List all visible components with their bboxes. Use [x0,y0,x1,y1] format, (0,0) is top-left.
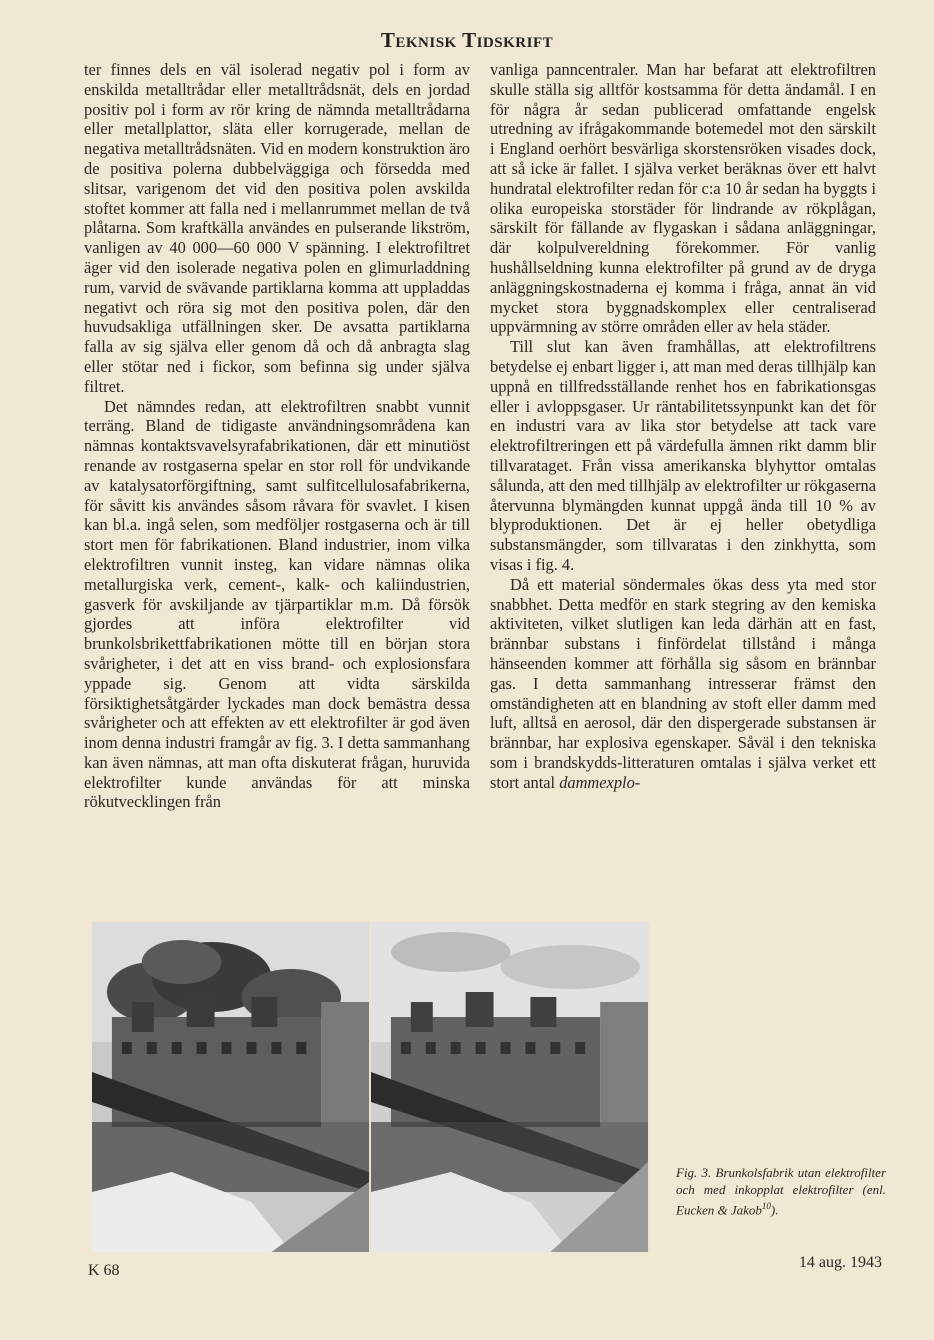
right-paragraph-3 [490,575,876,793]
left-paragraph-2: Det nämndes redan, att elektrofiltren snabbt vunnit terräng. Bland de tidigaste användningsområdena kan nämnas kontaktsvavelsyrafabrikationen, där ett minutiöst renande av rostgaserna spelar en stor roll för undvikande av katalysatorförgiftning, samt sulfitcellulosafabrikerna, för såvitt kis användes såsom råvara för svavlet. I kisen kan bl.a. ingå selen, som medföljer rostgaserna och är till stort men för fabrikationen. Bland industrier, inom vilka elektrofiltren vunnit insteg, kan vidare nämnas olika metallurgiska verk, cement-, kalk- och kaliindustrien, gasverk för avskiljande av tjärpartiklar m.m. Då försök gjordes att införa elektrofilter vid brunkolsbrikettfabrikationen mötte till en början stora svårigheter, i det att en viss brand- och explosionsfara yppade sig. Genom att vidta särskilda försiktighetsåtgärder lyckades man dock bemästra dessa svårigheter och att effekten av ett elektrofilter är god även inom denna industri framgår av fig. 3. I detta sammanhang kan även nämnas, att man ofta diskuterat frågan, huruvida elektrofilter kunde användas för att minska rökutvecklingen från [84,396,470,812]
caption-text: Fig. 3. Brunkolsfabrik utan elektrofilter och med inkopplat elektrofilter (enl. Eucken & Jakob [676,1165,886,1218]
left-paragraph-1: ter finnes dels en väl isolerad negativ pol i form av enskilda metalltrådar eller metalltrådsnät, dels en jordad positiv pol i form av rör kring de nämnda metalltrådarna eller metallplattor, släta eller korrugerade, mellan de negativa metalltrådsnäten. Vid en modern konstruktion äro de positiva polerna dubbelväggiga och försedda med slitsar, varigenom det vid den positiva polen avskilda stoftet kommer att falla ned i mellanrummet mellan de två plåtarna. Som kraftkälla användes en pulserande likström, vanligen av 40 000—60 000 V spänning. I elektrofiltret äger vid den isolerade negativa polen en glimurladdning rum, varvid de svävande partiklarna komma att uppladdas negativt och röra sig mot den positiva polen, där den huvudsakliga utfällningen sker. De avsatta partiklarna falla av sig själva eller genom då och då anbragta slag eller stötar ned i fickor, som befinna sig under själva filtret. [84,60,470,396]
page-number: K 68 [88,1262,120,1279]
figure-photos [92,922,650,1252]
right-paragraph-3-text: Då ett material söndermales ökas dess yta med stor snabbhet. Detta medför en stark stegring av den kemiska aktiviteten, vilket slutligen kan leda därhän att en fast, brännbar substans i finfördelat tillstånd i många hänseenden kommer att förhålla sig såsom en brännbar gas. I detta sammanhang intresserar främst den omständigheten att en blandning av stoft eller damm med luft, alltså en aerosol, där den dispergerade substansen är brännbar, har explosiva egenskaper. Såväl i den tekniska som i brandskydds-litteraturen omtalas i själva verket ett stort antal [490,574,876,792]
photo-without-filter [92,922,371,1252]
caption-end: ). [770,1202,779,1218]
figure-caption [676,1164,886,1218]
right-paragraph-3-italic: dammexplo- [559,772,641,792]
caption-reference: 10 [761,1201,771,1211]
right-column [490,60,876,792]
right-paragraph-2: Till slut kan även framhållas, att elektrofiltrens betydelse ej enbart ligger i, att man med deras tillhjälp kan uppnå en tillfredsställande renhet hos en fabrikationsgas eller i avloppsgaser. Ur räntabilitetssynpunkt kan det för en industri vara av lika stor betydelse att tack vare elektrofiltreringen ett på värdefulla ämnen rikt damm blir tillvarataget. Från vissa amerikanska blyhyttor omtalas sålunda, att den med tillhjälp av elektrofilter ur rökgaserna återvunna blymängden kunnat uppgå ända till 10 % av blyproduktionen. Det är ej heller obetydliga substansmängder, som tillvaratas i den zinkhytta, som visas i fig. 4. [490,337,876,574]
photo-with-filter [371,922,650,1252]
issue-date: 14 aug. 1943 [798,1254,882,1271]
left-column [84,60,470,812]
right-paragraph-1: vanliga panncentraler. Man har befarat att elektrofiltren skulle ställa sig alltför kostsamma för detta ändamål. I en för några år sedan publicerad omfattande engelsk utredning av ifrågakommande botemedel mot den särskilt i England oerhört besvärliga skorstensröken visades dock, att så icke är fallet. I själva verket beräknas över ett halvt hundratal elektrofilter redan för c:a 10 år sedan ha byggts i olika europeiska storstäder för lindrande av rökplågan, särskilt för fällande av flygaskan i sådana anläggningar, där kolpulvereldning förekommer. För vanlig hushållseldning kunna elektrofilter på grund av de dryga anläggningskostnaderna ej komma i fråga, annat än vid mycket stora byggnadskomplex eller centraliserad uppvärmning av större områden eller av hela städer. [490,60,876,337]
journal-title: Teknisk Tidskrift [380,28,554,52]
